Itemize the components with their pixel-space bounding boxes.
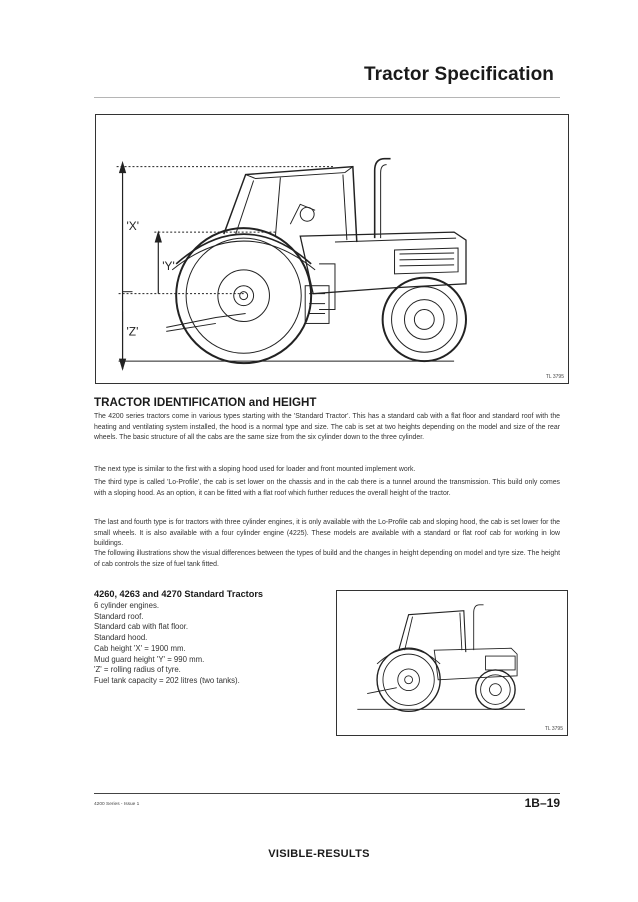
spec-item: Standard cab with flat floor. (94, 622, 189, 632)
spec-item: Fuel tank capacity = 202 litres (two tanks). (94, 675, 240, 685)
spec-item: Mud guard height 'Y' = 990 mm. (94, 654, 205, 664)
spec-item: Cab height 'X' = 1900 mm. (94, 643, 186, 653)
paragraph-2: The next type is similar to the first with a sloping hood used for loader and front mounted implement work. (94, 466, 416, 473)
standard-tractors-heading: 4260, 4263 and 4270 Standard Tractors (94, 589, 264, 599)
page-title: Tractor Specification (363, 64, 554, 85)
spec-item: Standard roof. (94, 611, 144, 621)
standard-figure-reference: TL 3795 (544, 726, 563, 732)
dimension-label-y: 'Y' (162, 258, 175, 273)
title-divider (94, 97, 560, 98)
spec-item: Standard hood. (94, 633, 148, 643)
footer-series-issue: 4200 Series - Issue 1 (94, 802, 140, 807)
paragraph-5: The following illustrations show the visual differences between the types of build and the changes in height depending on model and tyre size. The height of cab controls the size of fuel tank fitted. (94, 550, 560, 568)
spec-item: 'Z' = rolling radius of tyre. (94, 665, 181, 675)
paragraph-4: The last and fourth type is for tractors with three cylinder engines, it is only available with the Lo-Profile cab and sloping hood, the cab is set lower for the small wheels. It is also available with a four cylinder engine (4225). These models are available with a standard or flat roof cab for working in low buildings. (94, 519, 560, 548)
main-tractor-figure (95, 114, 569, 384)
spec-item: 6 cylinder engines. (94, 601, 160, 610)
page-number: 1B–19 (524, 796, 560, 810)
standard-tractor-drawing (337, 591, 567, 735)
section-heading: TRACTOR IDENTIFICATION and HEIGHT (94, 396, 317, 409)
watermark-text: VISIBLE-RESULTS (268, 848, 370, 860)
spec-list (94, 601, 240, 687)
tractor-side-view-drawing (96, 115, 568, 383)
paragraph-1: The 4200 series tractors come in various types starting with the 'Standard Tractor'. This has a standard cab with a flat floor and standard roof with the heating and ventilating system installed, the hood is a normal type and size. The cab is set at two heights depending on the model and size of the rear wheels. The basic structure of all the cabs are the same size from the six cylinder down to the three cylinder. (94, 413, 560, 442)
dimension-label-z: 'Z' (126, 324, 139, 339)
paragraph-3: The third type is called 'Lo-Profile', the cab is set lower on the chassis and in the cab there is a tunnel around the transmission. This build only comes with a sloping hood. As an option, it can be fitted with a flat roof which further reduces the overall height of the tractor. (94, 479, 560, 497)
figure-reference: TL 3795 (545, 374, 564, 380)
footer-divider (94, 793, 560, 794)
dimension-label-x: 'X' (126, 219, 140, 234)
standard-tractor-figure (336, 590, 568, 736)
